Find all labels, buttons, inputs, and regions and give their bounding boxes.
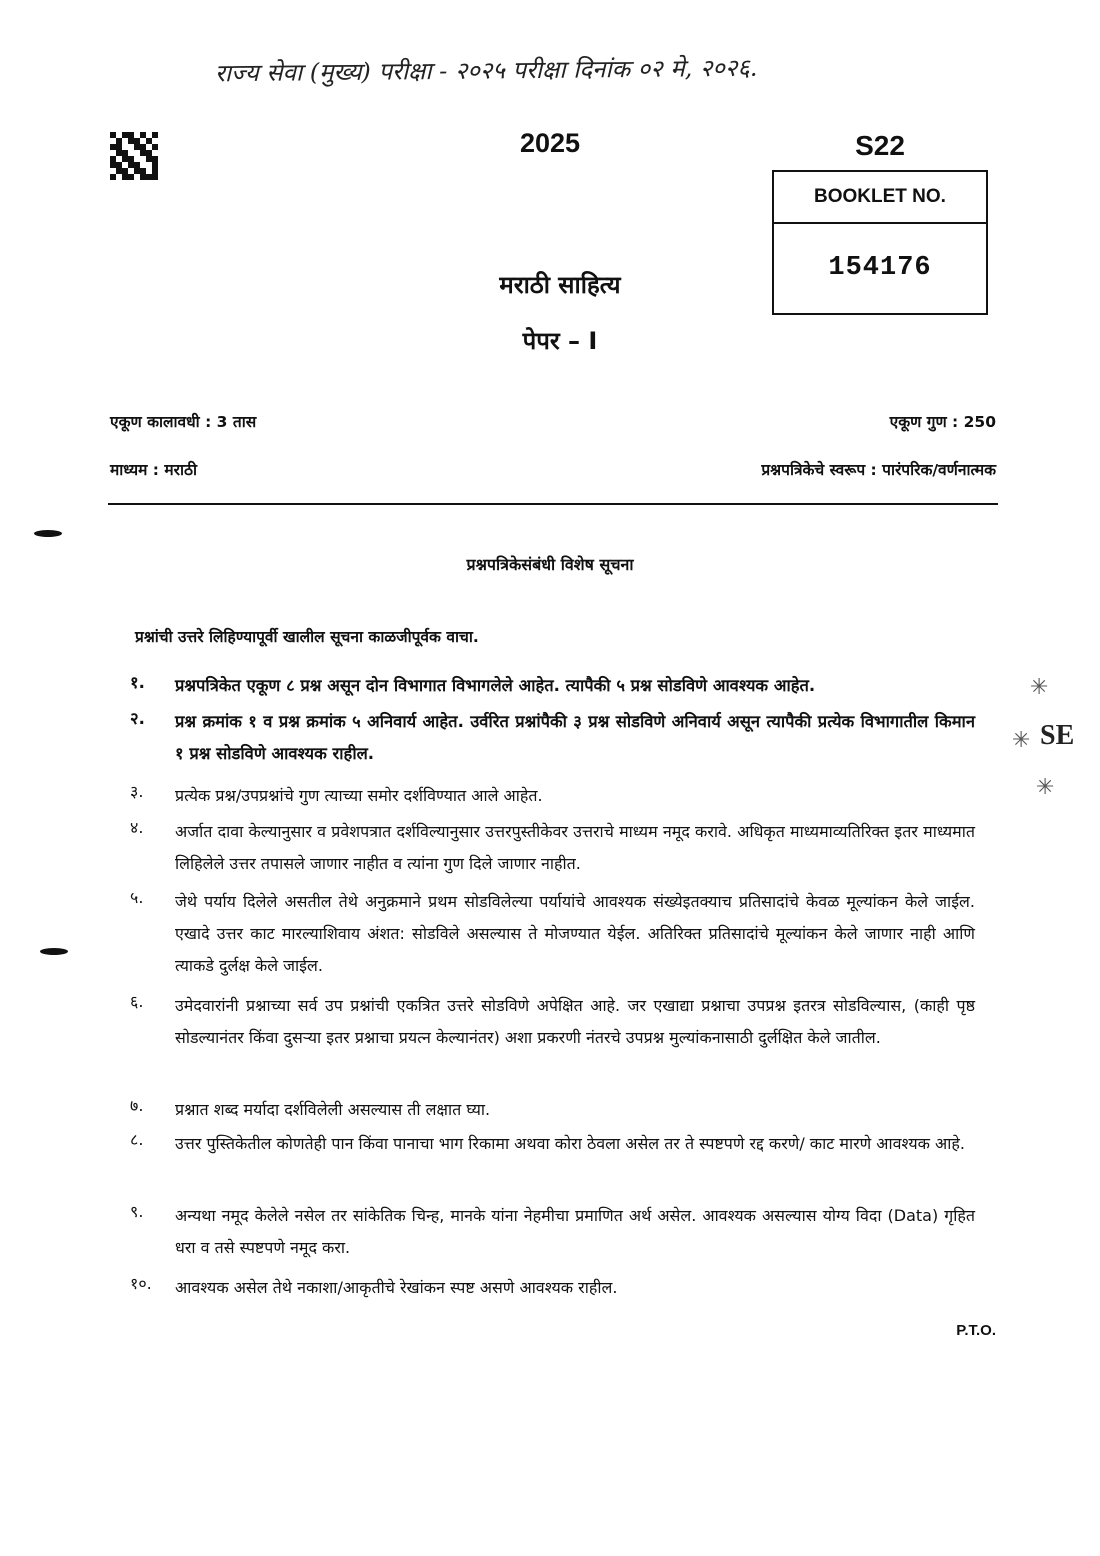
instruction-text: प्रश्नपत्रिकेत एकूण ८ प्रश्न असून दोन विभागात विभागलेले आहेत. त्यापैकी ५ प्रश्न सोडविणे आवश्यक आहेत. xyxy=(175,676,816,695)
divider xyxy=(108,503,998,505)
instruction-text: प्रश्नात शब्द मर्यादा दर्शविलेली असल्यास ती लक्षात घ्या. xyxy=(175,1100,491,1119)
please-turn-over: P.T.O. xyxy=(956,1322,996,1339)
exam-year: 2025 xyxy=(519,128,581,158)
booklet-number: 154176 xyxy=(828,253,932,283)
paper-title: पेपर – I xyxy=(522,327,598,355)
instruction-number: ५. xyxy=(130,888,144,907)
booklet-number-box xyxy=(772,170,988,315)
instruction-text: अन्यथा नमूद केलेले नसेल तर सांकेतिक चिन्ह, मानके यांना नेहमीचा प्रमाणित अर्थ असेल. आवश्यक असल्यास योग्य विदा (Data) गृहित धरा व तसे स्पष्टपणे नमूद करा. xyxy=(175,1206,975,1257)
total-marks-label: एकूण गुण : 250 xyxy=(889,413,996,431)
instruction-number: १. xyxy=(130,673,145,692)
instruction-number: ६. xyxy=(130,992,144,1011)
duration-label: एकूण कालावधी : 3 तास xyxy=(110,413,257,431)
paper-format-label: प्रश्नपत्रिकेचे स्वरूप : पारंपरिक/वर्णनात्मक xyxy=(761,461,996,479)
instruction-text: आवश्यक असेल तेथे नकाशा/आकृतीचे रेखांकन स्पष्ट असणे आवश्यक राहील. xyxy=(175,1278,618,1297)
instructions-heading: प्रश्नपत्रिकेसंबंधी विशेष सूचना xyxy=(466,555,634,574)
edge-stamp-text: SE xyxy=(1040,720,1075,751)
instruction-item xyxy=(130,990,975,1054)
booklet-label: BOOKLET NO. xyxy=(774,172,986,224)
series-code: S22 xyxy=(855,130,905,161)
instruction-text: प्रश्न क्रमांक १ व प्रश्न क्रमांक ५ अनिवार्य आहेत. उर्वरित प्रश्नांपैकी ३ प्रश्न सोडविणे अनिवार्य असून त्यापैकी प्रत्येक विभागातील किमान १ प्रश्न सोडविणे आवश्यक राहील. xyxy=(175,712,975,763)
instruction-number: ९. xyxy=(130,1202,144,1221)
instruction-item xyxy=(130,816,975,880)
stamp-star-icon: ✳ xyxy=(1036,775,1055,800)
instruction-text: उत्तर पुस्तिकेतील कोणतेही पान किंवा पानाचा भाग रिकामा अथवा कोरा ठेवला असेल तर ते स्पष्टपणे रद्द करणे/ काट मारणे आवश्यक आहे. xyxy=(175,1134,965,1153)
instructions-intro: प्रश्नांची उत्तरे लिहिण्यापूर्वी खालील सूचना काळजीपूर्वक वाचा. xyxy=(135,628,479,646)
scan-mark xyxy=(34,530,62,537)
instruction-item xyxy=(130,670,975,702)
instruction-text: प्रत्येक प्रश्न/उपप्रश्नांचे गुण त्याच्या समोर दर्शविण्यात आले आहेत. xyxy=(175,786,543,805)
instruction-number: ८. xyxy=(130,1130,144,1149)
instruction-number: ७. xyxy=(130,1096,144,1115)
instruction-number: ४. xyxy=(130,818,144,837)
medium-label: माध्यम : मराठी xyxy=(110,461,198,479)
instruction-item xyxy=(130,706,975,770)
instruction-item xyxy=(130,1200,975,1264)
instruction-item xyxy=(130,1094,975,1126)
qr-code-icon xyxy=(110,132,158,180)
instruction-text: अर्जात दावा केल्यानुसार व प्रवेशपत्रात दर्शविल्यानुसार उत्तरपुस्तीकेवर उत्तराचे माध्यम नमूद करावे. अधिकृत माध्यमाव्यतिरिक्त इतर माध्यमात लिहिलेले उत्तर तपासले जाणार नाहीत व त्यांना गुण दिले जाणार नाहीत. xyxy=(175,822,975,873)
subject-title: मराठी साहित्य xyxy=(499,271,621,299)
instruction-item xyxy=(130,1272,975,1304)
instruction-item xyxy=(130,780,975,812)
instruction-number: ३. xyxy=(130,782,144,801)
stamp-star-icon: ✳ xyxy=(1030,675,1049,700)
scan-mark xyxy=(40,948,68,955)
instruction-item xyxy=(130,886,975,982)
instruction-text: उमेदवारांनी प्रश्नाच्या सर्व उप प्रश्नांची एकत्रित उत्तरे सोडविणे अपेक्षित आहे. जर एखाद्या प्रश्नाचा उपप्रश्न इतरत्र सोडविल्यास, (काही पृष्ठ सोडल्यानंतर किंवा दुसऱ्या इतर प्रश्नाचा प्रयत्न केल्यानंतर) अशा प्रकरणी नंतरचे उपप्रश्न मुल्यांकनासाठी दुर्लक्षित केले जातील. xyxy=(175,996,975,1047)
instruction-item xyxy=(130,1128,975,1160)
stamp-star-icon: ✳ xyxy=(1012,728,1031,753)
instruction-text: जेथे पर्याय दिलेले असतील तेथे अनुक्रमाने प्रथम सोडविलेल्या पर्यायांचे आवश्यक संख्येइतक्याच प्रतिसादांचे केवळ मूल्यांकन केले जाईल. एखादे उत्तर काट मारल्याशिवाय अंशत: सोडविले असल्यास ते मोजण्यात येईल. अतिरिक्त प्रतिसादांचे मूल्यांकन केले जाणार नाही आणि त्याकडे दुर्लक्ष केले जाईल. xyxy=(175,892,975,975)
instruction-number: १०. xyxy=(130,1274,152,1293)
instruction-number: २. xyxy=(130,709,145,728)
handwritten-exam-note: राज्य सेवा (मुख्य) परीक्षा - २०२५ परीक्षा दिनांक ०२ मे, २०२६. xyxy=(214,53,758,88)
